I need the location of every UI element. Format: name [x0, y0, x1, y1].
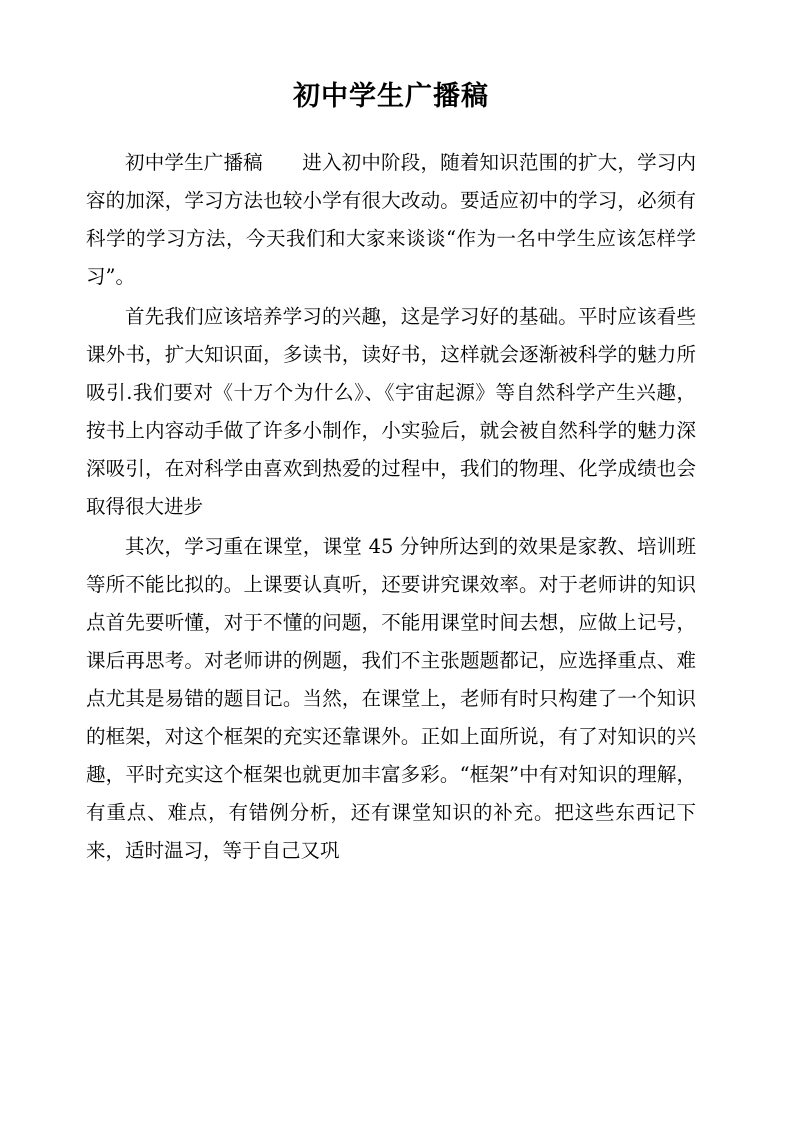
- document-body: [86, 78, 696, 872]
- paragraph-1: 初中学生广播稿 进入初中阶段，随着知识范围的扩大，学习内容的加深，学习方法也较小学有很大改动。要适应初中的学习，必须有科学的学习方法，今天我们和大家来谈谈“作为一名中学生应该怎样学习”。: [86, 150, 696, 288]
- paragraph-3: 其次，学习重在课堂，课堂 45 分钟所达到的效果是家教、培训班等所不能比拟的。上课要认真听，还要讲究课效率。对于老师讲的知识点首先要听懂，对于不懂的问题，不能用课堂时间去想，应做上记号，课后再思考。对老师讲的例题，我们不主张题题都记，应选择重点、难点尤其是易错的题目记。当然，在课堂上，老师有时只构建了一个知识的框架，对这个框架的充实还靠课外。正如上面所说，有了对知识的兴趣，平时充实这个框架也就更加丰富多彩。“框架”中有对知识的理解，有重点、难点，有错例分析，还有课堂知识的补充。把这些东西记下来，适时温习，等于自己又巩: [86, 534, 696, 863]
- paragraph-2: 首先我们应该培养学习的兴趣，这是学习好的基础。平时应该看些课外书，扩大知识面，多读书，读好书，这样就会逐渐被科学的魅力所吸引.我们要对《十万个为什么》、《宇宙起源》等自然科学产生兴趣，按书上内容动手做了许多小制作，小实验后，就会被自然科学的魅力深深吸引，在对科学由喜欢到热爱的过程中，我们的物理、化学成绩也会取得很大进步: [86, 304, 696, 518]
- page-title: 初中学生广播稿: [293, 81, 489, 112]
